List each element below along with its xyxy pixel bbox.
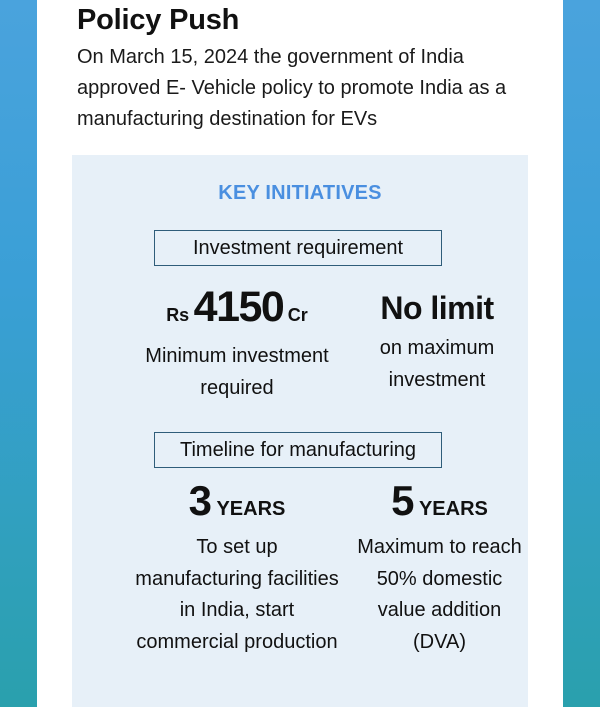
investment-requirement-label: Investment requirement	[154, 230, 442, 266]
setup-timeline-block	[132, 477, 342, 658]
min-investment-value: 4150	[193, 283, 284, 331]
timeline-label: Timeline for manufacturing	[154, 432, 442, 468]
min-investment-block	[127, 283, 347, 404]
dva-timeline-block	[352, 477, 527, 658]
max-investment-description: on maximum investment	[379, 337, 495, 391]
min-investment-description: Minimum investment required	[145, 345, 329, 399]
setup-years-unit: YEARS	[216, 498, 286, 520]
page-title: Policy Push	[77, 4, 240, 36]
article-card	[37, 0, 563, 707]
setup-timeline-description: To set up manufacturing facilities in India, start commercial production	[135, 536, 339, 653]
panel-heading: KEY INITIATIVES	[218, 182, 382, 204]
dva-years-number: 5	[391, 477, 415, 524]
key-initiatives-panel	[72, 155, 528, 707]
max-investment-block	[352, 283, 522, 396]
intro-paragraph: On March 15, 2024 the government of India approved E- Vehicle policy to promote India as a manufacturing destination for EVs	[77, 46, 507, 130]
dva-timeline-description: Maximum to reach 50% domestic value addition (DVA)	[357, 536, 522, 653]
currency-prefix: Rs	[166, 305, 190, 325]
currency-suffix: Cr	[287, 305, 308, 325]
max-investment-value: No limit	[380, 290, 494, 326]
dva-years-unit: YEARS	[418, 498, 488, 520]
setup-years-number: 3	[188, 477, 212, 524]
